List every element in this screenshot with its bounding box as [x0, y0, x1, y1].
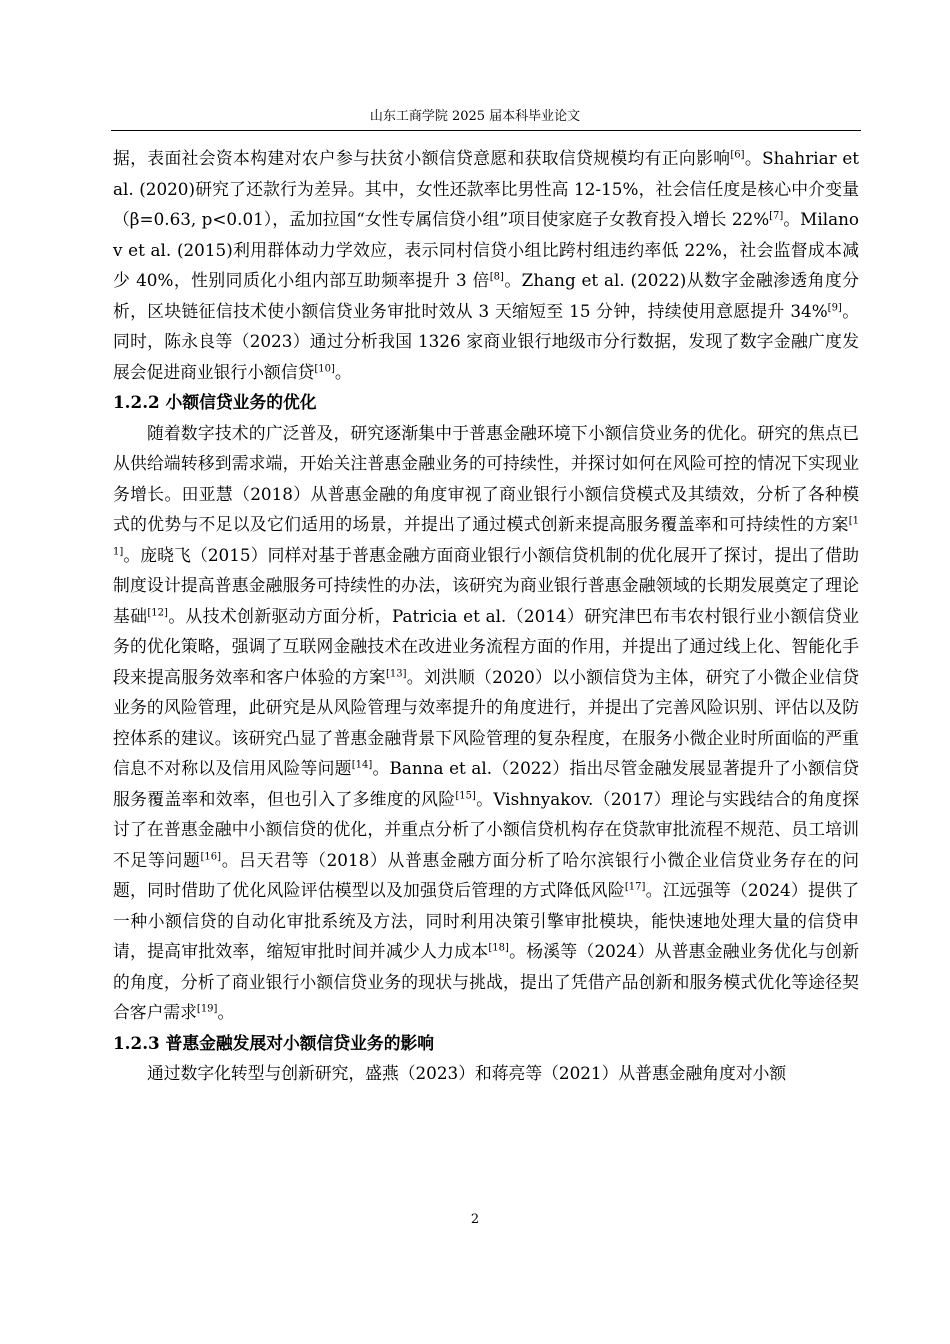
paragraph-2: 随着数字技术的广泛普及，研究逐渐集中于普惠金融环境下小额信贷业务的优化。研究的焦点已从供给端转移到需求端，开始关注普惠金融业务的可持续性，并探讨如何在风险可控的情况下实现业务增长。田亚慧（2018）从普惠金融的角度审视了商业银行小额信贷模式及其绩效，分析了各种模式的优势与不足以及它们适用的场景，并提出了通过模式创新来提高服务覆盖率和可持续性的方案[11]。庞晓飞（2015）同样对基于普惠金融方面商业银行小额信贷机制的优化展开了探讨，提出了借助制度设计提高普惠金融服务可持续性的办法，该研究为商业银行普惠金融领域的长期发展奠定了理论基础[12]。从技术创新驱动方面分析，Patricia et al.（2014）研究津巴布韦农村银行业小额信贷业务的优化策略，强调了互联网金融技术在改进业务流程方面的作用，并提出了通过线上化、智能化手段来提高服务效率和客户体验的方案[13]。刘洪顺（2020）以小额信贷为主体，研究了小微企业信贷业务的风险管理，此研究是从风险管理与效率提升的角度进行，并提出了完善风险识别、评估以及防控体系的建议。该研究凸显了普惠金融背景下风险管理的复杂程度，在服务小微企业时所面临的严重信息不对称以及信用风险等问题[14]。Banna et al.（2022）指出尽管金融发展显著提升了小额信贷服务覆盖率和效率，但也引入了多维度的风险[15]。Vishnyakov.（2017）理论与实践结合的角度探讨了在普惠金融中小额信贷的优化，并重点分析了小额信贷机构存在贷款审批流程不规范、员工培训不足等问题[16]。吕天君等（2018）从普惠金融方面分析了哈尔滨银行小微企业信贷业务存在的问题，同时借助了优化风险评估模型以及加强贷后管理的方式降低风险[17]。江远强等（2024）提供了一种小额信贷的自动化审批系统及方法，同时利用决策引擎审批模块，能快速地处理大量的信贷申请，提高审批效率，缩短审批时间并减少人力成本[18]。杨溪等（2024）从普惠金融业务优化与创新的角度，分析了商业银行小额信贷业务的现状与挑战，提出了凭借产品创新和服务模式优化等途径契合客户需求[19]。	[113, 422, 859, 1022]
section-heading-1-2-2: 1.2.2 小额信贷业务的优化	[113, 392, 317, 412]
page-body	[113, 143, 859, 1089]
citation: [13]	[385, 667, 407, 679]
citation: [19]	[196, 1003, 218, 1015]
citation: [15]	[455, 789, 476, 801]
citation: [9]	[827, 301, 842, 313]
citation: [12]	[147, 606, 168, 618]
citation: [7]	[769, 210, 784, 222]
page-number: 2	[470, 1212, 480, 1227]
paragraph-1: 据，表面社会资本构建对农户参与扶贫小额信贷意愿和获取信贷规模均有正向影响[6]。Shahriar et al. (2020)研究了还款行为差异。其中，女性还款率比男性高 12-15%，社会信任度是核心中介变量（β=0.63, p<0.01），孟加拉国“女性专属信贷小组”项目使家庭子女教育投入增长 22%[7]。Milanov et al. (2015)利用群体动力学效应，表示同村信贷小组比跨村组违约率低 22%，社会监督成本减少 40%，性别同质化小组内部互助频率提升 3 倍[8]。Zhang et al. (2022)从数字金融渗透角度分析，区块链征信技术使小额信贷业务审批时效从 3 天缩短至 15 分钟，持续使用意愿提升 34%[9]。同时，陈永良等（2023）通过分析我国 1326 家商业银行地级市分行数据，发现了数字金融广度发展会促进商业银行小额信贷[10]。	[113, 148, 859, 382]
paragraph-3: 通过数字化转型与创新研究，盛燕（2023）和蒋亮等（2021）从普惠金融角度对小额	[147, 1063, 787, 1083]
citation: [14]	[351, 759, 373, 771]
citation: [18]	[488, 942, 509, 954]
section-heading-1-2-3: 1.2.3 普惠金融发展对小额信贷业务的影响	[113, 1032, 435, 1053]
citation: [6]	[730, 149, 745, 161]
running-header: 山东工商学院 2025 届本科毕业论文	[369, 109, 581, 124]
citation: [10]	[314, 362, 335, 374]
citation: [11]	[113, 515, 859, 557]
citation: [8]	[489, 271, 504, 283]
citation: [16]	[200, 850, 221, 862]
citation: [17]	[624, 881, 646, 893]
header-rule	[111, 130, 861, 131]
